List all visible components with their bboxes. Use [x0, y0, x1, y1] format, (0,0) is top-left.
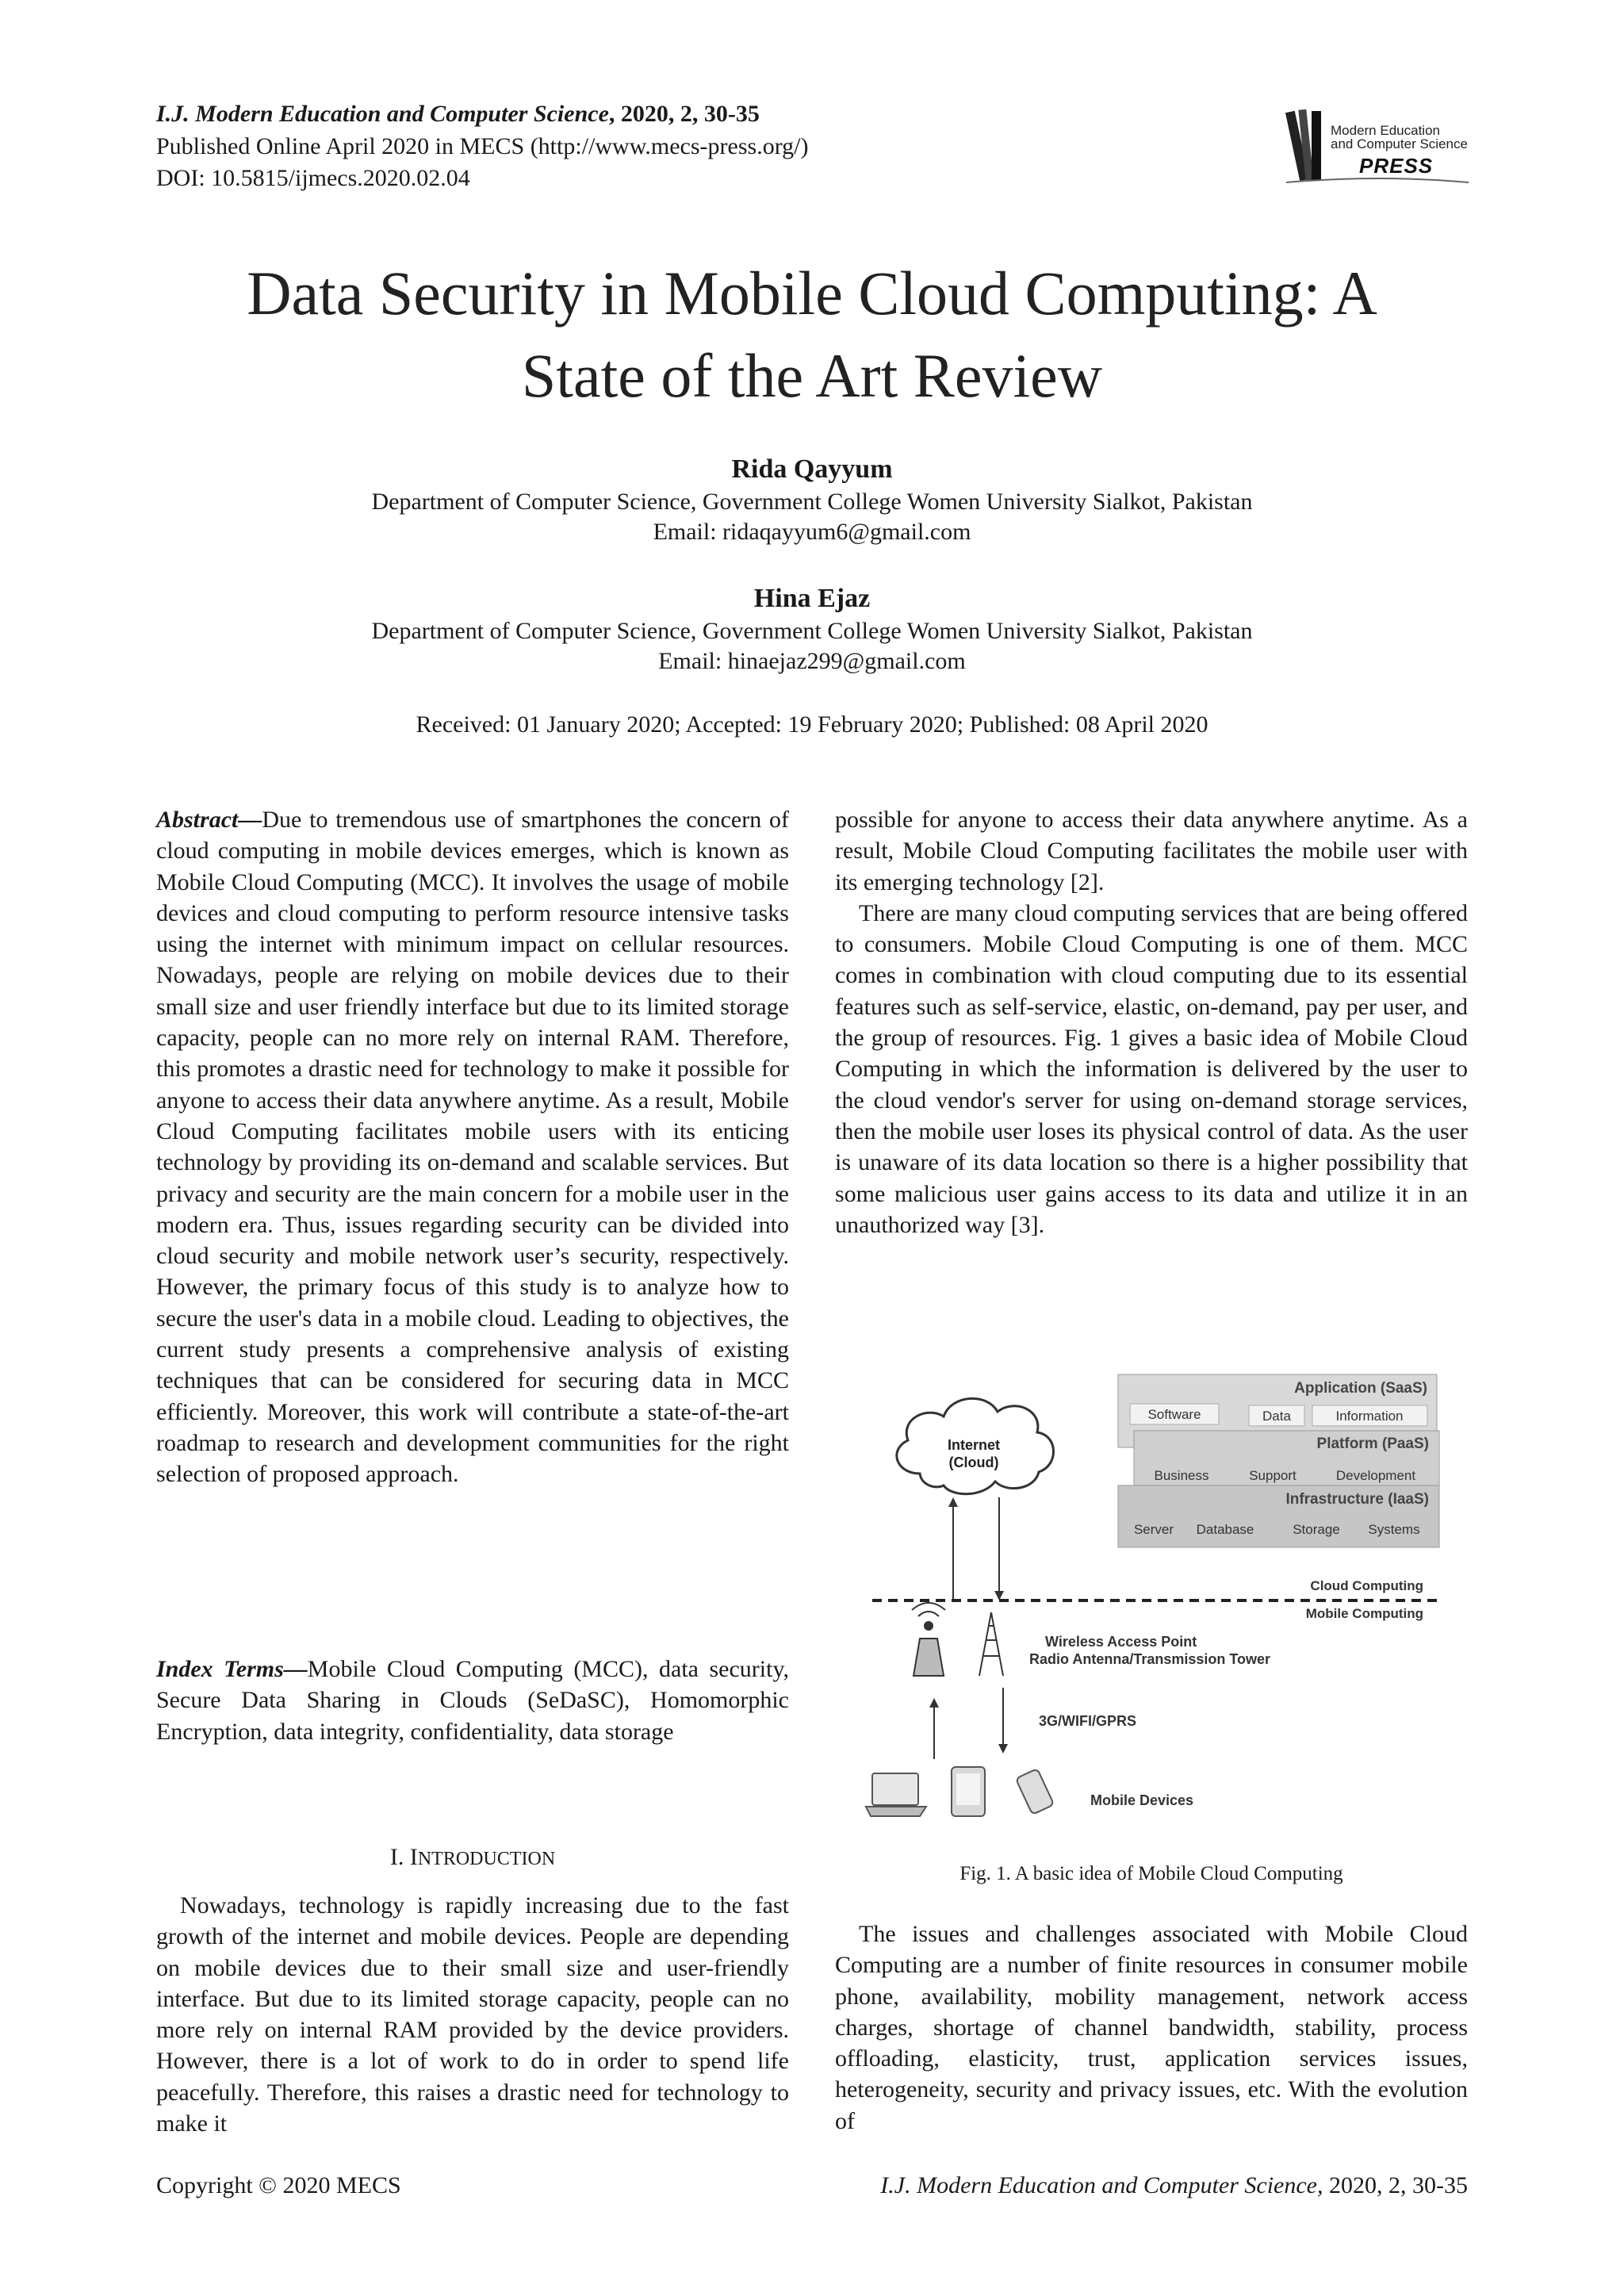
paas-layer: [1134, 1431, 1439, 1493]
published-line: Published Online April 2020 in MECS (http://www.mecs-press.org/): [156, 133, 809, 159]
logo-press: PRESS: [1359, 154, 1434, 178]
svg-text:Business: Business: [1154, 1468, 1209, 1483]
laptop-icon: [866, 1773, 926, 1816]
author-email: Email: ridaqayyum6@gmail.com: [653, 519, 971, 545]
intro-paragraph-cont: possible for anyone to access their data anywhere anytime. As a result, Mobile Cloud Computing facilitates the mobile user with its emerging technology [2].: [835, 807, 1468, 895]
tablet-icon: [952, 1767, 985, 1816]
footer-copyright: Copyright © 2020 MECS: [156, 2172, 401, 2198]
network-arrows: [929, 1688, 1008, 1759]
svg-text:Systems: Systems: [1368, 1522, 1420, 1537]
network-label: 3G/WIFI/GPRS: [1039, 1713, 1137, 1729]
cloud-label-1: Internet: [947, 1437, 1001, 1453]
figure-mcc-diagram: [864, 1370, 1443, 1830]
page-title: Data Security in Mobile Cloud Computing: A State of the Art Review: [247, 259, 1377, 410]
author-affiliation: Department of Computer Science, Government College Women University Sialkot, Pakistan: [371, 489, 1253, 515]
devices-label: Mobile Devices: [1090, 1792, 1194, 1808]
tower-icon: [979, 1612, 1003, 1676]
intro-paragraph: There are many cloud computing services that are being offered to consumers. Mobile Cloud Computing is one of them. MCC comes in combination with cloud computing due to its essential features such as self-service, elastic, on-demand, pay per user, and the group of resources. Fig. 1 gives a basic idea of Mobile Cloud Computing in which the information is delivered by the user to the cloud vendor's server for using on-demand storage services, then the mobile user loses its physical control of data. As the user is unaware of its data location so there is a higher possibility that some malicious user gains access to its data and utilize it in an unauthorized way [3].: [835, 899, 1468, 1238]
svg-text:Server: Server: [1133, 1522, 1174, 1537]
svg-text:Storage: Storage: [1293, 1522, 1340, 1537]
svg-text:Information: Information: [1335, 1409, 1404, 1424]
svg-text:Software: Software: [1147, 1407, 1201, 1422]
svg-text:Application (SaaS): Application (SaaS): [1294, 1380, 1427, 1397]
intro-paragraph: The issues and challenges associated with Mobile Cloud Computing are a number of finite resources in consumer mobile phone, availability, mobility management, network access charges, shortage of channel bandwidth, stability, process offloading, elasticity, trust, application services issues, heterogeneity, security and privacy issues, etc. With the evolution of: [835, 1921, 1468, 2134]
index-terms-text: Mobile Cloud Computing (MCC), data security, Secure Data Sharing in Clouds (SeDaSC), Homomorphic Encryption, data integrity, confidentiality, data storage: [156, 1656, 789, 1745]
cloud-label-2: (Cloud): [948, 1455, 999, 1470]
svg-text:Database: Database: [1196, 1522, 1254, 1537]
phone-icon: [1016, 1769, 1054, 1815]
section-heading: I. INTRODUCTION: [389, 1844, 556, 1870]
svg-text:Platform (PaaS): Platform (PaaS): [1316, 1435, 1429, 1452]
abstract-label: Abstract—: [156, 807, 262, 833]
abstract-text: Due to tremendous use of smartphones the concern of cloud computing in mobile devices emerges, which is known as Mobile Cloud Computing (MCC). It involves the usage of mobile devices and cloud computing to perform resource intensive tasks using the internet with minimum impact on cellular resources. Nowadays, people are relying on mobile devices due to their small size and user friendly interface but due to its limited storage capacity, people can no more rely on internal RAM. Therefore, this promotes a drastic need for technology to make it possible for anyone to access their data anywhere anytime. As a result, Mobile Cloud Computing facilitates mobile users with its enticing technology by providing its on-demand and scalable services. But privacy and security are the main concern for a mobile user in the modern era. Thus, issues regarding security can be divided into cloud security and mobile network user’s security, respectively. However, the primary focus of this study is to analyze how to secure the user's data in a mobile cloud. Leading to objectives, the current study presents a comprehensive analysis of existing techniques that can be considered for securing data in MCC efficiently. Moreover, this work will contribute a state-of-the-art roadmap to research and development communities for the right selection of proposed approach.: [156, 807, 789, 1488]
wap-label: Wireless Access Point: [1045, 1634, 1197, 1650]
mobile-computing-label: Mobile Computing: [1305, 1606, 1423, 1621]
svg-text:Infrastructure (IaaS): Infrastructure (IaaS): [1285, 1491, 1429, 1508]
index-terms-label: Index Terms—: [156, 1656, 308, 1682]
mcc-diagram: [864, 1370, 1443, 1830]
index-terms: [156, 1654, 789, 1747]
author-block: [0, 452, 1624, 547]
svg-text:Support: Support: [1249, 1468, 1297, 1483]
svg-text:Development: Development: [1335, 1468, 1416, 1483]
journal-name: I.J. Modern Education and Computer Science: [156, 101, 609, 127]
cloud-computing-label: Cloud Computing: [1310, 1578, 1423, 1593]
author-affiliation: Department of Computer Science, Government College Women University Sialkot, Pakistan: [371, 618, 1253, 644]
journal-issue: , 2020, 2, 30-35: [608, 101, 760, 127]
author-name: Hina Ejaz: [753, 584, 871, 613]
intro-paragraph: Nowadays, technology is rapidly increasing due to the fast growth of the internet and mobile devices. People are depending on mobile devices due to their small size and user-friendly interface. But due to its limited storage capacity, people can no more rely on internal RAM provided by the device providers. However, there is a lot of work to do in order to spend life peacefully. Therefore, this raises a drastic need for technology to make it: [156, 1892, 789, 2137]
figure-caption: Fig. 1. A basic idea of Mobile Cloud Computing: [959, 1863, 1343, 1884]
publisher-logo: [1278, 103, 1477, 190]
logo-text: Modern Education and Computer Science: [1331, 123, 1468, 151]
cloud-icon: [897, 1398, 1054, 1493]
author-block: [0, 581, 1624, 677]
publication-dates: Received: 01 January 2020; Accepted: 19 February 2020; Published: 08 April 2020: [416, 711, 1208, 738]
svg-text:Data: Data: [1262, 1409, 1291, 1424]
footer-journal: I.J. Modern Education and Computer Science, 2020, 2, 30-35: [880, 2172, 1468, 2198]
access-point-icon: [912, 1603, 945, 1676]
iaas-layer: [1118, 1485, 1439, 1547]
author-email: Email: hinaejaz299@gmail.com: [658, 648, 966, 674]
doi: DOI: 10.5815/ijmecs.2020.02.04: [156, 165, 470, 191]
cloud-arrows: [948, 1497, 1004, 1600]
author-name: Rida Qayyum: [731, 454, 893, 484]
right-column-text: [835, 804, 1468, 1240]
journal-header: [156, 98, 760, 130]
abstract: [156, 804, 789, 1490]
tower-label: Radio Antenna/Transmission Tower: [1029, 1651, 1271, 1667]
